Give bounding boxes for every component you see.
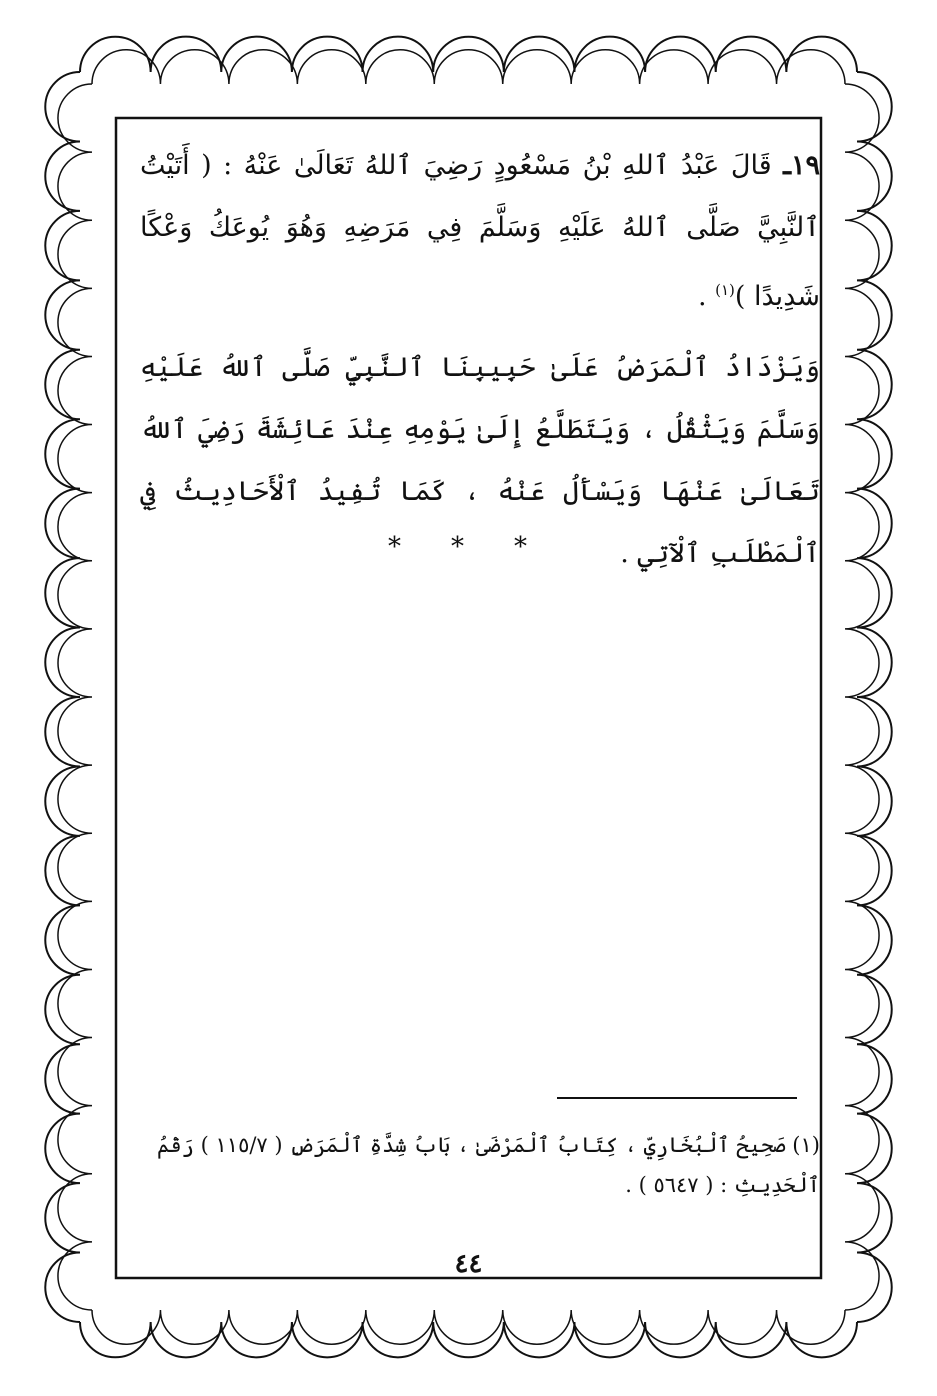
separator-star: * [451,532,486,562]
section-separator [0,532,937,562]
hadith-number: ١٩ـ [783,150,820,181]
hadith-end: . [697,281,716,312]
separator-star: * [388,532,423,562]
footnote-reference[interactable]: (١) [715,281,735,299]
commentary-text: وَيَزْدَادُ ٱلْمَرَضُ عَلَىٰ حَبِيبِنَا ٱلنَّبِيِّ صَلَّى ٱللهُ عَلَيْهِ وَسَلَّمَ وَيَثْقُلُ ، وَيَتَطَلَّعُ إِلَىٰ يَوْمِهِ عِنْدَ عَائِشَةَ رَضِيَ ٱللهُ تَعَالَىٰ عَنْهَا وَيَسْأَلُ عَنْهُ ، كَمَا تُفِيدُ ٱلْأَحَادِيثُ فِي ٱلْمَطْلَبِ ٱلْآتِي . [140,352,820,569]
separator-star: * [514,532,549,562]
hadith-block [140,135,820,328]
footnote-divider [557,1097,797,1099]
footnote: (١) صَحِيحُ ٱلْبُخَارِيِّ ، كِتَابُ ٱلْمَرْضَىٰ ، بَابُ شِدَّةِ ٱلْمَرَضِ ( ١١٥/٧ ) رَقْمُ ٱلْحَدِيثِ : ( ٥٦٤٧ ) . [157,1133,820,1197]
page-number: ٤٤ [454,1249,483,1279]
hadith-text: قَالَ عَبْدُ ٱللهِ بْنُ مَسْعُودٍ رَضِيَ ٱللهُ تَعَالَىٰ عَنْهُ : ( أَتَيْتُ ٱلنَّبِيَّ صَلَّى ٱللهُ عَلَيْهِ وَسَلَّمَ فِي مَرَضِهِ وَهُوَ يُوعَكُ وَعْكًا شَدِيدًا ) [140,150,820,312]
